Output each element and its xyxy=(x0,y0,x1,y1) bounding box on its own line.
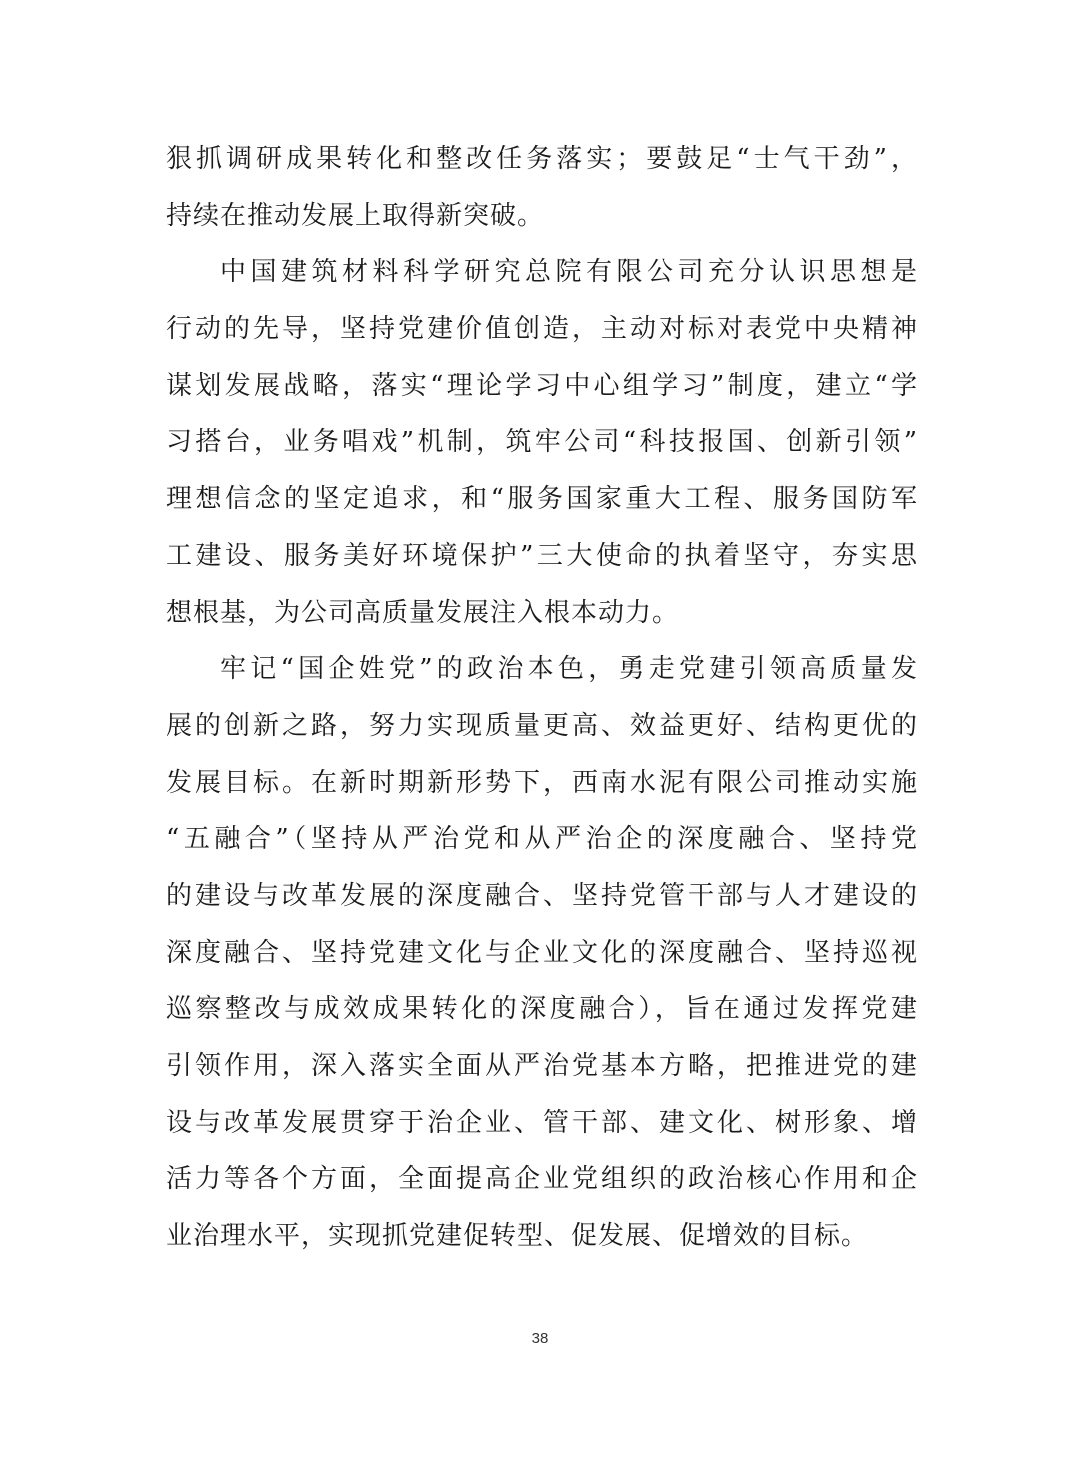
text-line: 发展目标。在新时期新形势下，西南水泥有限公司推动实施 xyxy=(166,767,918,798)
text-line: 设与改革发展贯穿于治企业、管干部、建文化、树形象、增 xyxy=(166,1107,918,1138)
paragraph-first-line: 牢记“国企姓党”的政治本色，勇走党建引领高质量发 xyxy=(220,654,918,685)
body-text xyxy=(166,131,918,1265)
text-line: “五融合”（坚持从严治党和从严治企的深度融合、坚持党 xyxy=(166,824,918,855)
paragraph-first-line: 中国建筑材料科学研究总院有限公司充分认识思想是 xyxy=(220,257,918,288)
text-line: 引领作用，深入落实全面从严治党基本方略，把推进党的建 xyxy=(166,1051,918,1081)
text-line: 深度融合、坚持党建文化与企业文化的深度融合、坚持巡视 xyxy=(166,937,918,968)
text-line: 行动的先导，坚持党建价值创造，主动对标对表党中央精神 xyxy=(166,314,918,345)
text-line: 活力等各个方面，全面提高企业党组织的政治核心作用和企 xyxy=(166,1164,918,1195)
text-line: 业治理水平，实现抓党建促转型、促发展、促增效的目标。 xyxy=(166,1221,869,1252)
text-line: 持续在推动发展上取得新突破。 xyxy=(166,200,545,231)
text-line: 巡察整改与成效成果转化的深度融合），旨在通过发挥党建 xyxy=(166,994,918,1025)
text-line: 想根基，为公司高质量发展注入根本动力。 xyxy=(166,597,680,628)
page-number: 38 xyxy=(531,1330,549,1347)
text-line: 习搭台，业务唱戏”机制，筑牢公司“科技报国、创新引领” xyxy=(166,427,918,458)
text-line: 展的创新之路，努力实现质量更高、效益更好、结构更优的 xyxy=(166,710,918,741)
text-line: 工建设、服务美好环境保护”三大使命的执着坚守，夯实思 xyxy=(166,540,918,571)
text-line: 的建设与改革发展的深度融合、坚持党管干部与人才建设的 xyxy=(166,880,918,911)
text-line: 谋划发展战略，落实“理论学习中心组学习”制度，建立“学 xyxy=(166,370,918,401)
text-line: 狠抓调研成果转化和整改任务落实；要鼓足“士气干劲”， xyxy=(166,144,918,174)
text-line: 理想信念的坚定追求，和“服务国家重大工程、服务国防军 xyxy=(166,484,918,515)
